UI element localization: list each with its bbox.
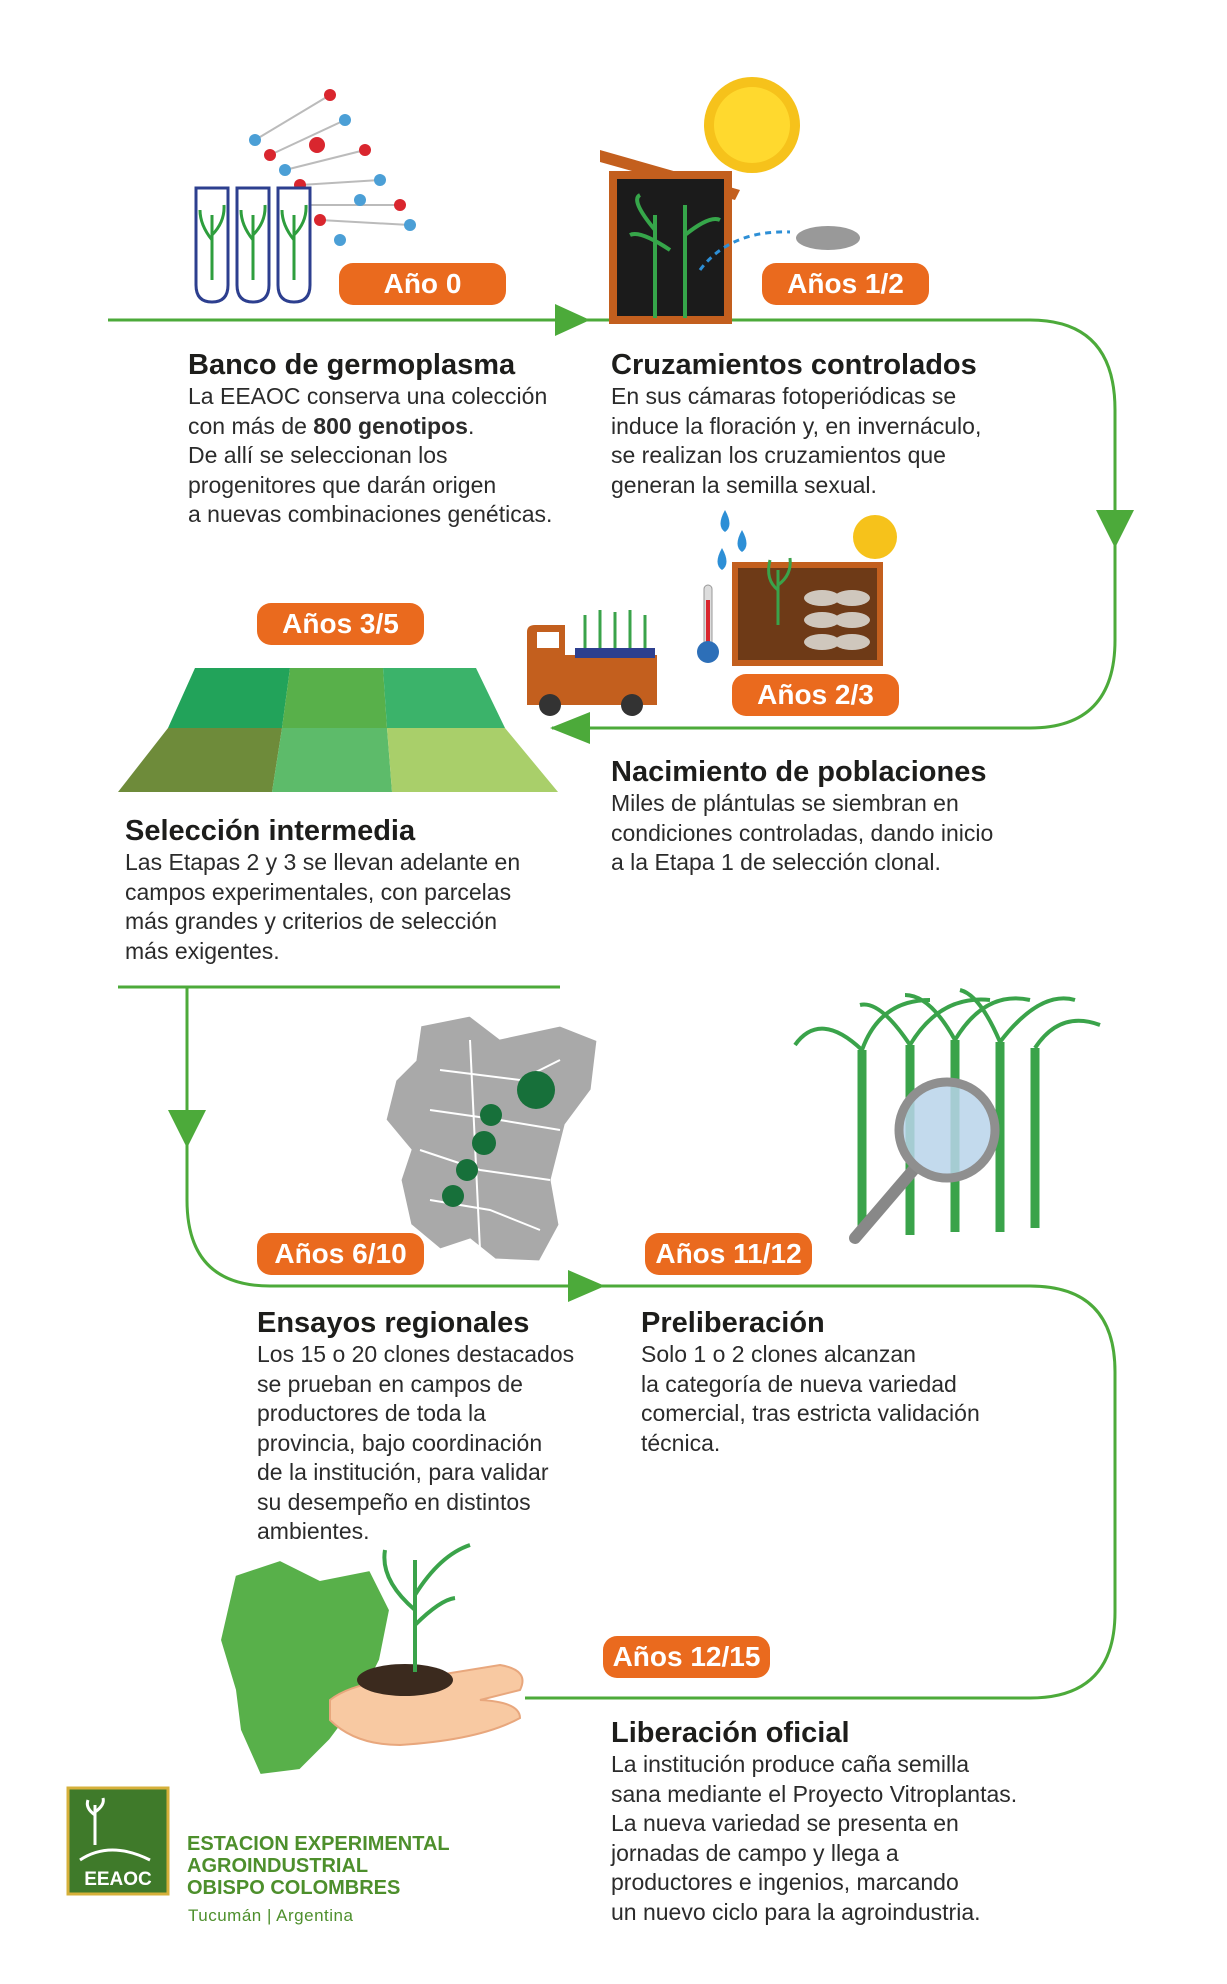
arrow-right-icon (555, 304, 590, 336)
text-line: De allí se seleccionan los (188, 442, 448, 468)
plant-icon (384, 1545, 470, 1672)
text-line: induce la floración y, en invernáculo, (611, 412, 982, 439)
seeds-icon (804, 590, 870, 650)
cane-inspection-illustration (795, 990, 1100, 1238)
arrow-down-icon (1096, 510, 1134, 548)
step-badge-years-11-12: Años 11/12 (645, 1233, 812, 1275)
wheel-icon (539, 694, 561, 716)
truck-illustration (527, 610, 657, 716)
step-description (125, 848, 520, 966)
seed-icon (796, 226, 860, 250)
step-intermediate-selection (125, 814, 520, 966)
eeaoc-logo-icon (68, 1788, 168, 1894)
release-illustration (220, 1545, 523, 1775)
step-official-release (611, 1716, 1017, 1927)
dna-nodes-icon (249, 89, 416, 246)
text-line: campos experimentales, con parcelas (125, 878, 512, 905)
wheel-icon (621, 694, 643, 716)
logo-mark-text: EEAOC (84, 1869, 152, 1890)
step-title: Ensayos regionales (257, 1307, 530, 1339)
step-title: Banco de germoplasma (188, 349, 516, 381)
text-line: productores e ingenios, marcando (611, 1869, 959, 1895)
institution-name-line: OBISPO COLOMBRES (187, 1877, 401, 1899)
step-title: Preliberación (641, 1307, 825, 1339)
step-title: Selección intermedia (125, 815, 416, 847)
step-title: Nacimiento de poblaciones (611, 756, 987, 788)
text-line: su desempeño en distintos (257, 1488, 531, 1515)
text-line: progenitores que darán origen (188, 471, 497, 498)
institution-name-line: AGROINDUSTRIAL (187, 1855, 369, 1877)
text-line: más exigentes. (125, 937, 280, 964)
text-line: un nuevo ciclo para la agroindustria. (611, 1898, 981, 1925)
arrow-left-icon (550, 712, 590, 744)
step-description (611, 789, 993, 878)
small-sun-icon (853, 515, 897, 559)
step-description (188, 382, 552, 530)
institution-name-line: ESTACION EXPERIMENTAL (187, 1833, 450, 1855)
text-line: generan la semilla sexual. (611, 471, 877, 498)
text-line: Solo 1 o 2 clones alcanzan (641, 1341, 916, 1367)
institution-name (187, 1833, 450, 1899)
step-title: Cruzamientos controlados (611, 349, 977, 381)
text-line: . (467, 412, 475, 439)
arrow-right-icon (568, 1270, 605, 1302)
step-badge-year-0: Año 0 (339, 263, 506, 305)
seedlings-load-icon (585, 610, 645, 648)
text-line: La institución produce caña semilla (611, 1751, 969, 1777)
soil-icon (357, 1664, 453, 1696)
step-badge-years-2-3: Años 2/3 (732, 674, 899, 716)
text-line: a la Etapa 1 de selección clonal. (611, 849, 941, 875)
text-line: La nueva variedad se presenta en (611, 1810, 959, 1836)
step-badge-years-6-10: Años 6/10 (257, 1233, 424, 1275)
text-line: con más de (188, 412, 314, 439)
step-population-birth (611, 755, 993, 878)
text-line: más grandes y criterios de selección (125, 908, 497, 934)
step-badge-years-3-5: Años 3/5 (257, 603, 424, 645)
regional-map-illustration (385, 1015, 598, 1262)
text-line: se prueban en campos de (257, 1370, 523, 1397)
step-germplasm-bank (188, 348, 552, 530)
step-regional-trials (257, 1306, 574, 1547)
magnifier-icon (855, 1082, 995, 1238)
greenhouse-chamber (613, 175, 728, 320)
text-line: sana mediante el Proyecto Vitroplantas. (611, 1780, 1018, 1807)
step-controlled-crosses (611, 348, 981, 500)
sun-icon (704, 77, 800, 173)
text-line-bold: 800 genotipos (313, 412, 468, 439)
step-prerelease (641, 1306, 980, 1458)
step-description (641, 1340, 980, 1458)
text-line: Miles de plántulas se siembran en (611, 790, 959, 816)
fields-illustration (118, 668, 558, 792)
step-badge-years-12-15: Años 12/15 (603, 1636, 770, 1678)
seedbed-illustration (697, 510, 897, 663)
text-line: Las Etapas 2 y 3 se llevan adelante en (125, 849, 521, 875)
cane-leaves-icon (795, 990, 1100, 1050)
step-description (611, 382, 981, 500)
text-line: La EEAOC conserva una colección (188, 383, 548, 409)
step-description (611, 1750, 1017, 1927)
text-line: productores de toda la (257, 1400, 486, 1426)
thermometer-icon (697, 585, 719, 663)
step-description (257, 1340, 574, 1547)
text-line: condiciones controladas, dando inicio (611, 819, 994, 846)
text-line: En sus cámaras fotoperiódicas se (611, 383, 957, 409)
step-title: Liberación oficial (611, 1717, 850, 1749)
water-drops-icon (718, 510, 747, 570)
text-line: ambientes. (257, 1518, 370, 1544)
text-line: comercial, tras estricta validación (641, 1400, 980, 1426)
text-line: a nuevas combinaciones genéticas. (188, 501, 553, 527)
text-line: la categoría de nueva variedad (641, 1370, 957, 1397)
green-map (220, 1560, 390, 1775)
arrow-down-icon (168, 1110, 206, 1148)
step-badge-years-1-2: Años 1/2 (762, 263, 929, 305)
text-line: se realizan los cruzamientos que (611, 442, 946, 468)
text-line: de la institución, para validar (257, 1459, 549, 1485)
text-line: provincia, bajo coordinación (257, 1429, 543, 1456)
text-line: técnica. (641, 1429, 721, 1456)
institution-location: Tucumán | Argentina (188, 1906, 354, 1925)
text-line: jornadas de campo y llega a (611, 1839, 899, 1866)
text-line: Los 15 o 20 clones destacados (257, 1341, 575, 1367)
